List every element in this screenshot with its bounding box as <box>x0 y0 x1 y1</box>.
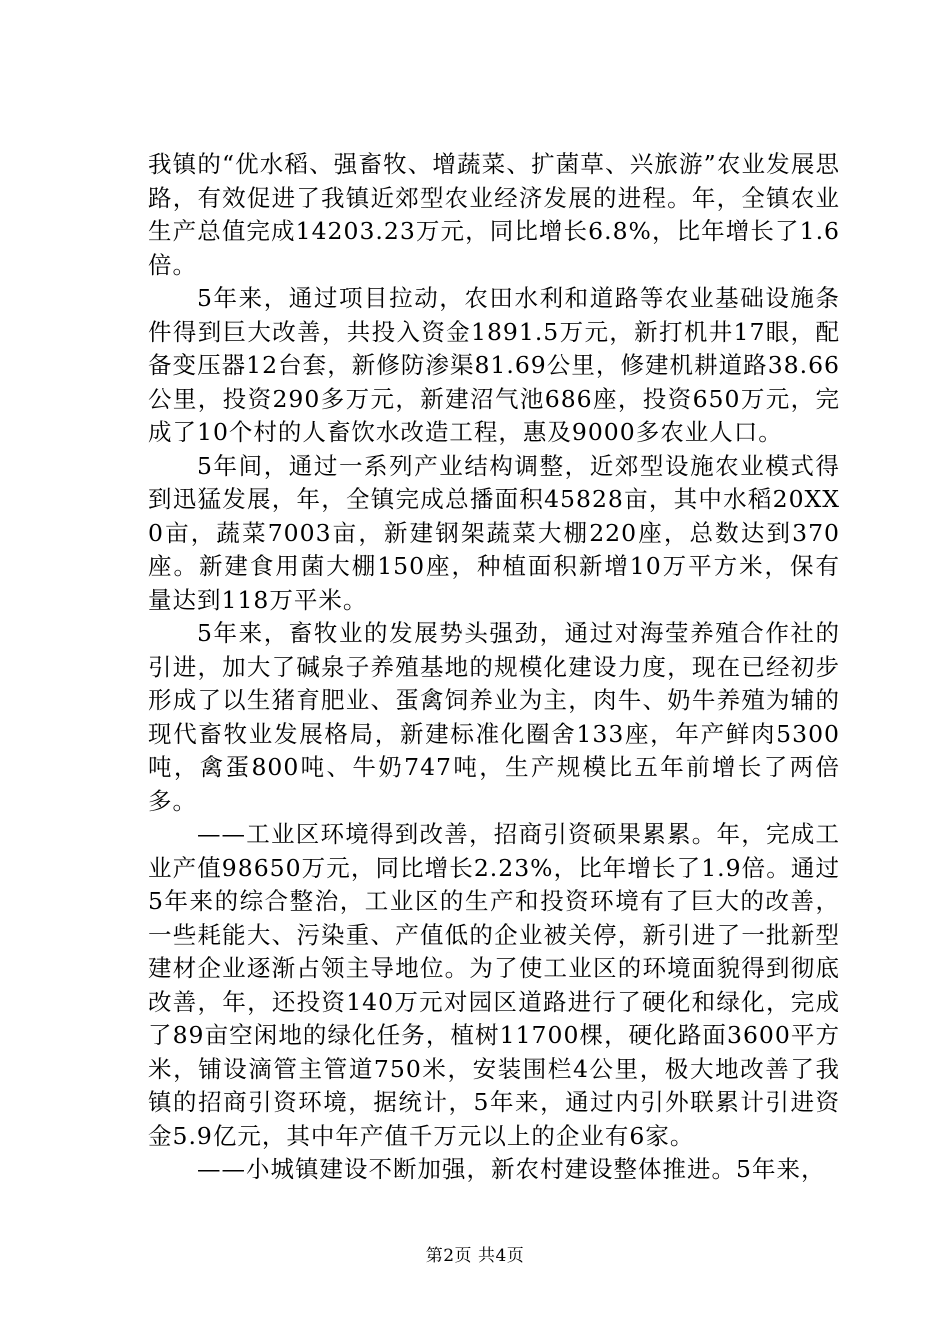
body-paragraph: 5年来，畜牧业的发展势头强劲，通过对海莹养殖合作社的引进，加大了碱泉子养殖基地的规模化建设力度，现在已经初步形成了以生猪育肥业、蛋禽饲养业为主，肉牛、奶牛养殖为辅的现代畜牧业发展格局，新建标准化圈舍133座，年产鲜肉5300吨，禽蛋800吨、牛奶747吨，生产规模比五年前增长了两倍多。 <box>148 619 840 815</box>
page-footer: 第2页 共4页 <box>425 1246 525 1266</box>
body-paragraph: ——小城镇建设不断加强，新农村建设整体推进。5年来， <box>197 1155 826 1183</box>
body-paragraph: 5年来，通过项目拉动，农田水利和道路等农业基础设施条件得到巨大改善，共投入资金1891.5万元，新打机井17眼，配备变压器12台套，新修防渗渠81.69公里，修建机耕道路38.66公里，投资290多万元，新建沼气池686座，投资650万元，完成了10个村的人畜饮水改造工程，惠及9000多农业人口。 <box>148 284 840 446</box>
body-paragraph: 我镇的“优水稻、强畜牧、增蔬菜、扩菌草、兴旅游”农业发展思路，有效促进了我镇近郊型农业经济发展的进程。年，全镇农业生产总值完成14203.23万元，同比增长6.8%，比年增长了1.6倍。 <box>148 150 840 279</box>
document-body <box>148 148 840 1187</box>
body-paragraph: 5年间，通过一系列产业结构调整，近郊型设施农业模式得到迅猛发展，年，全镇完成总播面积45828亩，其中水稻20XX0亩，蔬菜7003亩，新建钢架蔬菜大棚220座，总数达到370座。新建食用菌大棚150座，种植面积新增10万平方米，保有量达到118万平米。 <box>148 451 840 614</box>
body-paragraph: ——工业区环境得到改善，招商引资硕果累累。年，完成工业产值98650万元，同比增长2.23%，比年增长了1.9倍。通过5年来的综合整治，工业区的生产和投资环境有了巨大的改善，一些耗能大、污染重、产值低的企业被关停，新引进了一批新型建材企业逐渐占领主导地位。为了使工业区的环境面貌得到彻底改善，年，还投资140万元对园区道路进行了硬化和绿化，完成了89亩空闲地的绿化任务，植树11700棵，硬化路面3600平方米，铺设滴管主管道750米，安装围栏4公里，极大地改善了我镇的招商引资环境，据统计，5年来，通过内引外联累计引进资金5.9亿元，其中年产值千万元以上的企业有6家。 <box>148 820 840 1150</box>
